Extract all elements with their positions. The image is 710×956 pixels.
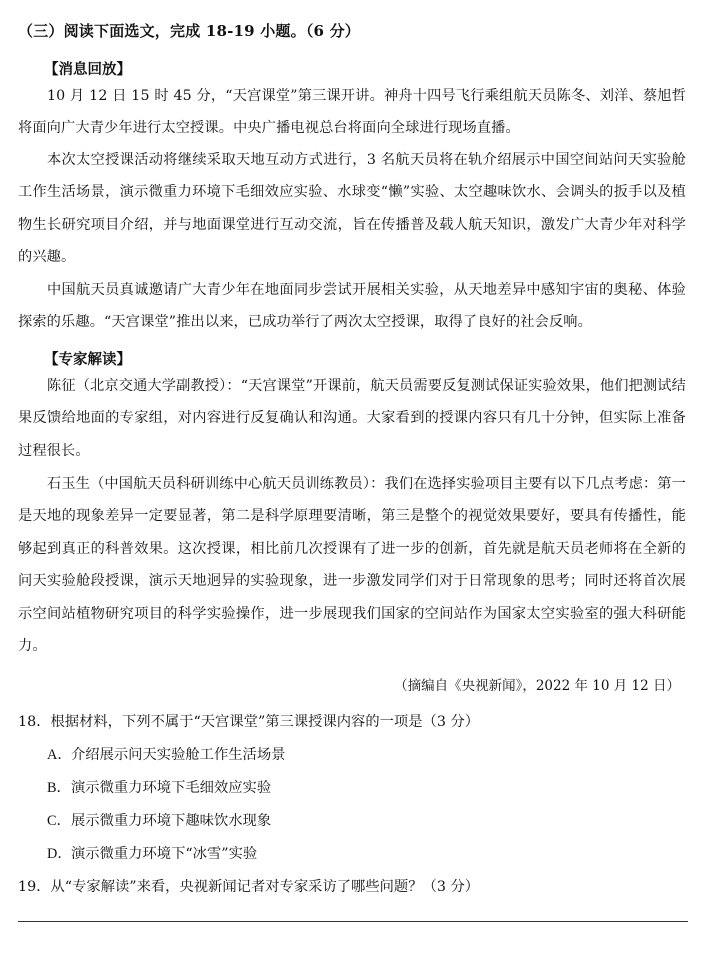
question-18-stem: 18．根据材料，下列不属于“天宫课堂”第三课授课内容的一项是（3 分） [18,714,480,730]
option-text: 演示微重力环境下毛细效应实验 [71,780,272,796]
option-text: 介绍展示问天实验舱工作生活场景 [71,747,286,763]
news-paragraph-3: 中国航天员真诚邀请广大青少年在地面同步尝试开展相关实验，从天地差异中感知宇宙的奥秘、体验探索的乐趣。“天宫课堂”推出以来，已成功举行了两次太空授课，取得了良好的社会反响。 [18,282,686,331]
expert-paragraph-1: 陈征（北京交通大学副教授）：“天宫课堂”开课前，航天员需要反复测试保证实验效果，他们把测试结果反馈给地面的专家组，对内容进行反复确认和沟通。大家看到的授课内容只有几十分钟，但实际上准备过程很长。 [18,378,686,459]
section-heading: （三）阅读下面选文，完成 18-19 小题。（6 分） [18,22,360,40]
option-letter: C． [47,813,71,829]
question-18-option-a [47,744,285,764]
option-letter: B． [47,780,71,796]
bottom-divider [18,921,688,922]
option-letter: A． [47,747,72,763]
question-19-stem: 19．从“专家解读”来看，央视新闻记者对专家采访了哪些问题？（3 分） [18,879,480,895]
news-paragraph-2: 本次太空授课活动将继续采取天地互动方式进行，3 名航天员将在轨介绍展示中国空间站问天实验舱工作生活场景，演示微重力环境下毛细效应实验、水球变“懒”实验、太空趣味饮水、会调头的扳手以及植物生长研究项目介绍，并与地面课堂进行互动交流，旨在传播普及载人航天知识，激发广大青少年对科学的兴趣。 [18,152,686,266]
expert-heading: 【专家解读】 [44,351,131,368]
news-heading: 【消息回放】 [44,61,131,78]
expert-paragraph-2: 石玉生（中国航天员科研训练中心航天员训练教员）：我们在选择实验项目主要有以下几点考虑：第一是天地的现象差异一定要显著，第二是科学原理要清晰，第三是整个的视觉效果要好，要具有传播性，能够起到真正的科普效果。这次授课，相比前几次授课有了进一步的创新，首先就是航天员老师将在全新的问天实验舱段授课，演示天地迥异的实验现象，进一步激发同学们对于日常现象的思考；同时还将首次展示空间站植物研究项目的科学实验操作，进一步展现我们国家的空间站作为国家太空实验室的强大科研能力。 [18,476,686,655]
question-18-option-b [47,777,271,797]
news-paragraph-1: 10 月 12 日 15 时 45 分，“天宫课堂”第三课开讲。神舟十四号飞行乘组航天员陈冬、刘洋、蔡旭哲将面向广大青少年进行太空授课。中央广播电视总台将面向全球进行现场直播。 [18,88,686,137]
option-text: 展示微重力环境下趣味饮水现象 [71,813,272,829]
question-18-option-c [47,810,271,830]
source-citation: （摘编自《央视新闻》，2022 年 10 月 12 日） [394,678,680,694]
option-letter: D． [47,846,72,862]
option-text: 演示微重力环境下“冰雪”实验 [71,846,258,862]
question-18-option-d [47,843,257,863]
